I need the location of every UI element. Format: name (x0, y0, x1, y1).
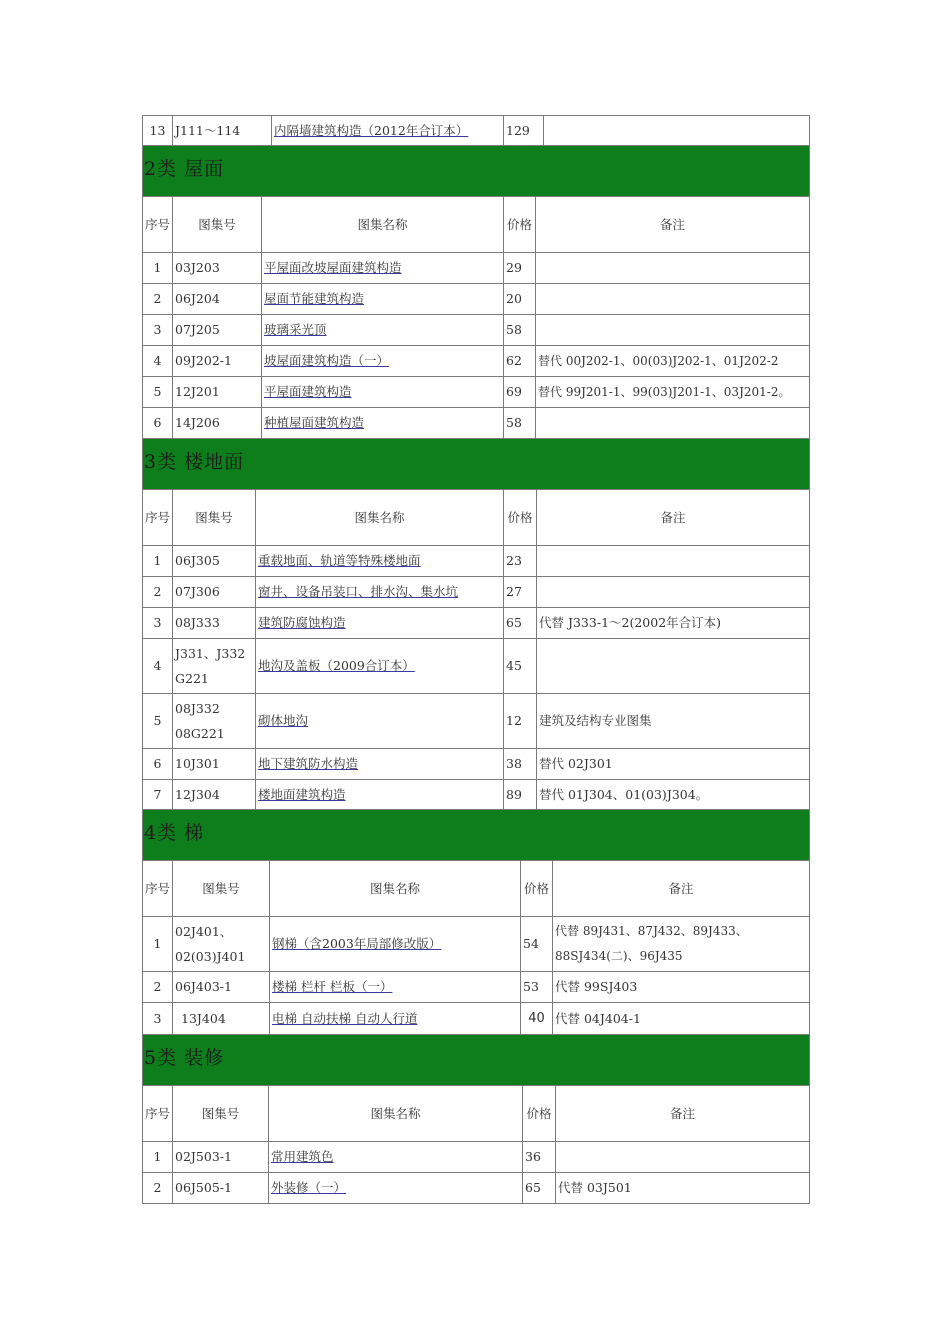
cell-price: 12 (504, 694, 537, 749)
table-row (143, 377, 810, 408)
cell-code: 12J304 (173, 780, 256, 810)
cell-code: J111～114 (173, 116, 272, 146)
cell-name[interactable] (270, 972, 521, 1003)
atlas-link[interactable]: 坡屋面建筑构造（一） (264, 353, 390, 368)
cell-price: 23 (504, 546, 537, 577)
header-code: 图集号 (173, 861, 270, 917)
header-no: 序号 (143, 197, 173, 253)
table-section-1-tail (142, 115, 810, 146)
header-note: 备注 (537, 490, 810, 546)
cell-no: 6 (143, 749, 173, 780)
cell-price: 58 (504, 408, 536, 439)
header-price: 价格 (504, 197, 536, 253)
cell-no: 5 (143, 694, 173, 749)
section-title: 3类 楼地面 (144, 451, 245, 473)
atlas-link[interactable]: 重载地面、轨道等特殊楼地面 (258, 553, 421, 568)
cell-code: J331、J332 G221 (173, 639, 256, 694)
header-note: 备注 (556, 1086, 810, 1142)
atlas-link[interactable]: 电梯 自动扶梯 自动人行道 (272, 1010, 418, 1026)
cell-code: 03J203 (173, 253, 262, 284)
cell-no: 1 (143, 546, 173, 577)
cell-price: 89 (504, 780, 537, 810)
header-code: 图集号 (173, 1086, 269, 1142)
atlas-link[interactable]: 地下建筑防水构造 (258, 756, 359, 771)
atlas-link[interactable]: 楼地面建筑构造 (258, 786, 346, 802)
header-no: 序号 (143, 1086, 173, 1142)
cell-no: 2 (143, 972, 173, 1003)
table-section-roof (142, 196, 810, 439)
cell-no: 3 (143, 1003, 173, 1035)
section-band-decoration (142, 1035, 810, 1085)
cell-price: 54 (521, 917, 553, 972)
cell-price: 65 (523, 1173, 556, 1204)
cell-name[interactable] (270, 917, 521, 972)
cell-name[interactable] (262, 408, 504, 439)
cell-no: 1 (143, 253, 173, 284)
table-header-row (143, 861, 810, 917)
section-title: 4类 梯 (144, 822, 205, 844)
header-name: 图集名称 (262, 197, 504, 253)
table-row (143, 917, 810, 972)
cell-name[interactable] (256, 694, 504, 749)
cell-price: 36 (523, 1142, 556, 1173)
cell-note (536, 408, 810, 439)
cell-code: 07J306 (173, 577, 256, 608)
cell-no: 6 (143, 408, 173, 439)
cell-price: 53 (521, 972, 553, 1003)
cell-no: 1 (143, 1142, 173, 1173)
atlas-link[interactable]: 楼梯 栏杆 栏板（一） (272, 979, 393, 994)
cell-price: 62 (504, 346, 536, 377)
table-row (143, 1173, 810, 1204)
cell-note: 代替 89J431、87J432、89J433、88SJ434(二)、96J435 (553, 917, 810, 972)
cell-name[interactable] (269, 1173, 523, 1204)
atlas-link[interactable]: 平屋面建筑构造 (264, 384, 352, 399)
header-name: 图集名称 (256, 490, 504, 546)
cell-code: 06J505-1 (173, 1173, 269, 1204)
cell-no: 4 (143, 346, 173, 377)
atlas-link[interactable]: 平屋面改坡屋面建筑构造 (264, 260, 402, 275)
cell-name[interactable] (262, 315, 504, 346)
cell-no: 2 (143, 577, 173, 608)
cell-no: 3 (143, 608, 173, 639)
table-row (143, 694, 810, 749)
table-row (143, 1003, 810, 1035)
table-row (143, 284, 810, 315)
cell-code: 02J503-1 (173, 1142, 269, 1173)
cell-code: 09J202-1 (173, 346, 262, 377)
cell-note: 建筑及结构专业图集 (537, 694, 810, 749)
atlas-link[interactable]: 窗井、设备吊装口、排水沟、集水坑 (258, 584, 459, 599)
atlas-link[interactable]: 种植屋面建筑构造 (264, 415, 365, 430)
cell-note: 代替 J333-1～2(2002年合订本) (537, 608, 810, 639)
cell-name[interactable] (256, 608, 504, 639)
cell-code: 08J332 08G221 (173, 694, 256, 749)
cell-note (537, 577, 810, 608)
cell-code: 06J403-1 (173, 972, 270, 1003)
atlas-link[interactable]: 外装修（一） (271, 1180, 347, 1195)
table-header-row (143, 1086, 810, 1142)
atlas-link[interactable]: 建筑防腐蚀构造 (258, 615, 346, 630)
header-note: 备注 (536, 197, 810, 253)
atlas-link[interactable]: 地沟及盖板（2009合订本） (258, 658, 415, 673)
cell-note (556, 1142, 810, 1173)
cell-price: 20 (504, 284, 536, 315)
section-title: 2类 屋面 (144, 158, 225, 180)
cell-no: 13 (143, 116, 173, 146)
section-band-stairs (142, 810, 810, 860)
cell-price: 29 (504, 253, 536, 284)
cell-name[interactable] (256, 639, 504, 694)
cell-name[interactable] (262, 284, 504, 315)
table-row (143, 315, 810, 346)
cell-note (537, 546, 810, 577)
table-row (143, 780, 810, 810)
cell-note: 替代 99J201-1、99(03)J201-1、03J201-2。 (536, 377, 810, 408)
cell-code: 10J301 (173, 749, 256, 780)
table-header-row (143, 197, 810, 253)
cell-note: 代替 03J501 (556, 1173, 810, 1204)
header-code: 图集号 (173, 197, 262, 253)
cell-name[interactable] (256, 749, 504, 780)
atlas-link[interactable]: 玻璃采光顶 (264, 322, 327, 337)
table-row (143, 408, 810, 439)
cell-code: 06J305 (173, 546, 256, 577)
cell-price: 40 (521, 1003, 553, 1035)
header-price: 价格 (521, 861, 553, 917)
table-row (143, 639, 810, 694)
cell-note: 代替 99SJ403 (553, 972, 810, 1003)
atlas-link[interactable]: 砌体地沟 (258, 713, 309, 728)
cell-note: 代替 04J404-1 (553, 1003, 810, 1035)
cell-note (537, 639, 810, 694)
table-row (143, 1142, 810, 1173)
table-row (143, 546, 810, 577)
section-band-floor (142, 439, 810, 489)
header-name: 图集名称 (270, 861, 521, 917)
cell-no: 7 (143, 780, 173, 810)
header-price: 价格 (504, 490, 537, 546)
header-price: 价格 (523, 1086, 556, 1142)
cell-code: 07J205 (173, 315, 262, 346)
atlas-link[interactable]: 常用建筑色 (271, 1149, 334, 1164)
cell-note: 替代 00J202-1、00(03)J202-1、01J202-2 (536, 346, 810, 377)
cell-note (536, 315, 810, 346)
cell-name[interactable] (269, 1142, 523, 1173)
table-row (143, 972, 810, 1003)
cell-code: 02J401、02(03)J401 (173, 917, 270, 972)
table-row (143, 608, 810, 639)
section-title: 5类 装修 (144, 1047, 225, 1069)
table-header-row (143, 490, 810, 546)
table-row (143, 577, 810, 608)
cell-price: 69 (504, 377, 536, 408)
table-row (143, 116, 810, 146)
cell-name[interactable] (270, 1003, 521, 1035)
cell-code: 12J201 (173, 377, 262, 408)
header-code: 图集号 (173, 490, 256, 546)
cell-note: 替代 02J301 (537, 749, 810, 780)
cell-name[interactable] (256, 780, 504, 810)
cell-price: 129 (504, 116, 544, 146)
table-section-floor (142, 489, 810, 810)
table-row (143, 346, 810, 377)
cell-name[interactable] (262, 253, 504, 284)
cell-note (536, 253, 810, 284)
cell-price: 58 (504, 315, 536, 346)
cell-code: 13J404 (173, 1003, 270, 1035)
cell-no: 3 (143, 315, 173, 346)
atlas-link[interactable]: 屋面节能建筑构造 (264, 291, 365, 306)
cell-price: 65 (504, 608, 537, 639)
cell-no: 1 (143, 917, 173, 972)
atlas-link[interactable]: 内隔墙建筑构造（2012年合订本） (274, 122, 469, 138)
cell-price: 38 (504, 749, 537, 780)
cell-no: 2 (143, 284, 173, 315)
section-band-roof (142, 146, 810, 196)
table-section-stairs (142, 860, 810, 1035)
table-row (143, 749, 810, 780)
atlas-link[interactable]: 钢梯（含2003年局部修改版） (272, 936, 442, 951)
cell-note (544, 116, 810, 146)
table-section-decoration (142, 1085, 810, 1204)
cell-note (536, 284, 810, 315)
cell-price: 45 (504, 639, 537, 694)
cell-name[interactable] (256, 546, 504, 577)
header-no: 序号 (143, 861, 173, 917)
cell-code: 08J333 (173, 608, 256, 639)
cell-no: 5 (143, 377, 173, 408)
cell-name[interactable] (262, 377, 504, 408)
cell-price: 27 (504, 577, 537, 608)
header-note: 备注 (553, 861, 810, 917)
cell-name[interactable] (256, 577, 504, 608)
cell-no: 2 (143, 1173, 173, 1204)
catalog-sheet (142, 115, 810, 1204)
cell-name[interactable] (262, 346, 504, 377)
cell-no: 4 (143, 639, 173, 694)
header-no: 序号 (143, 490, 173, 546)
cell-name[interactable] (272, 116, 504, 146)
cell-note: 替代 01J304、01(03)J304。 (537, 780, 810, 810)
header-name: 图集名称 (269, 1086, 523, 1142)
cell-code: 06J204 (173, 284, 262, 315)
table-row (143, 253, 810, 284)
cell-code: 14J206 (173, 408, 262, 439)
